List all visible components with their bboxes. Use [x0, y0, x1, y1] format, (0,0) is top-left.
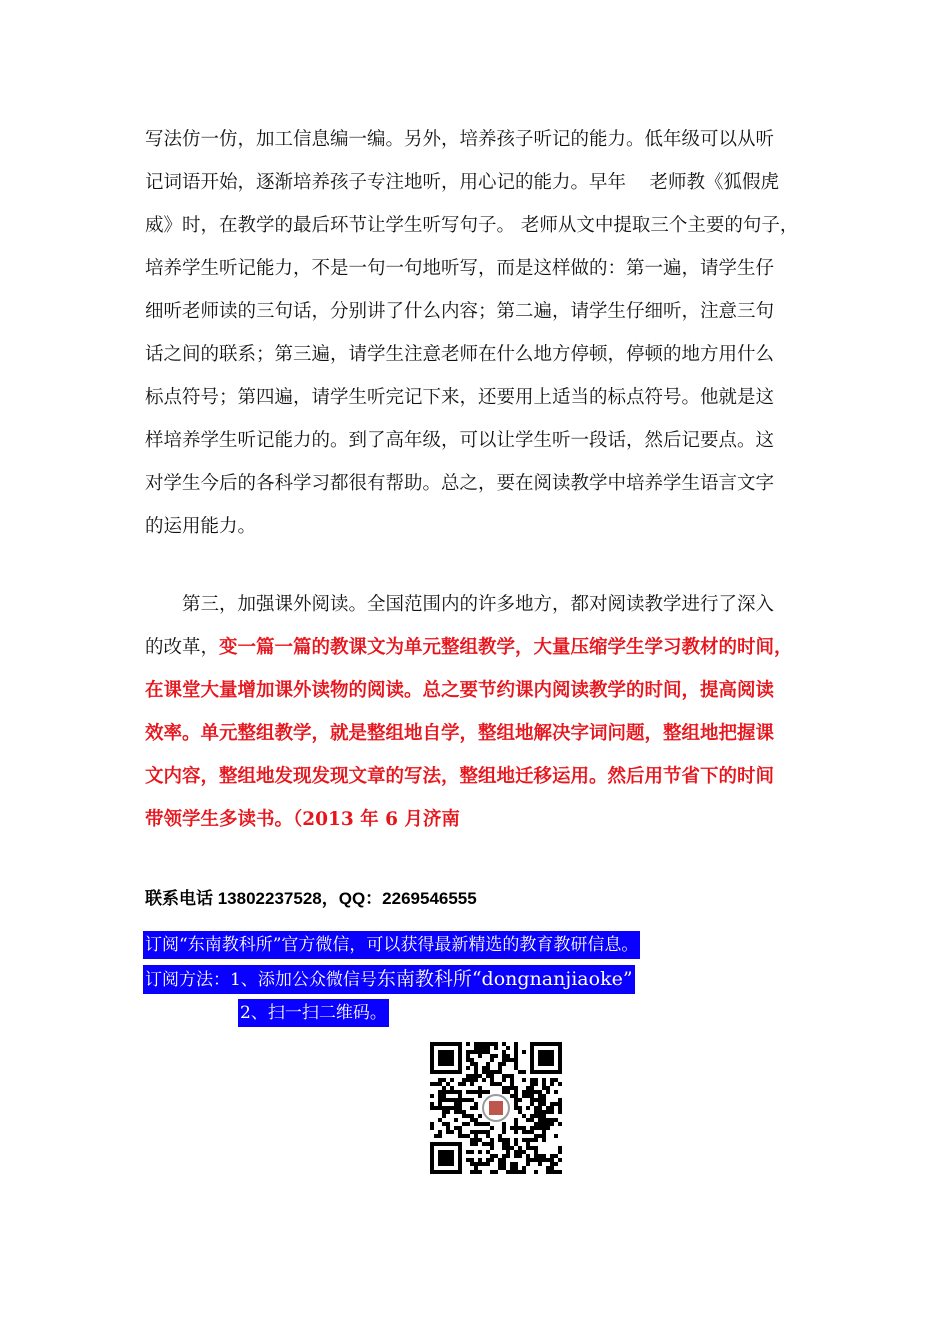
- text-line: 写法仿一仿，加工信息编一编。另外，培养孩子听记的能力。低年级可以从听: [145, 129, 775, 150]
- subscribe-line-1: 订阅“东南教科所”官方微信，可以获得最新精选的教育教研信息。: [143, 931, 640, 959]
- text-line: 样培养学生听记能力的。到了高年级，可以让学生听一段话，然后记要点。这: [145, 430, 775, 451]
- subscribe-line-2: [143, 965, 635, 994]
- qr-finder-bottom-left: [430, 1142, 462, 1174]
- text-line: 话之间的联系；第三遍，请学生注意老师在什么地方停顿，停顿的地方用什么: [145, 344, 775, 365]
- text-line: 标点符号；第四遍，请学生听完记下来，还要用上适当的标点符号。他就是这: [145, 387, 775, 408]
- text-line-mixed: [145, 626, 825, 669]
- text-line: 第三，加强课外阅读。全国范围内的许多地方，都对阅读教学进行了深入: [182, 594, 775, 615]
- emphasis-line: 效率。单元整组教学，就是整组地自学，整组地解决字词问题，整组地把握课: [145, 723, 775, 744]
- qr-code-icon: [428, 1040, 564, 1176]
- text-line: 的运用能力。: [145, 516, 257, 537]
- qr-finder-top-right: [530, 1042, 562, 1074]
- qr-code-graphic: [428, 1040, 564, 1176]
- paragraph-2: [145, 583, 825, 841]
- emphasis-text: 变一篇一篇的教课文为单元整组教学，大量压缩学生学习教材的时间，: [219, 637, 793, 658]
- text-line: 培养学生听记能力，不是一句一句地听写，而是这样做的：第一遍，请学生仔: [145, 258, 775, 279]
- qr-center-logo: [481, 1093, 511, 1123]
- plain-text: 的改革，: [145, 637, 220, 658]
- emphasis-line: 文内容，整组地发现发现文章的写法，整组地迁移运用。然后用节省下的时间: [145, 766, 775, 787]
- text-line: 细听老师读的三句话，分别讲了什么内容；第二遍，请学生仔细听，注意三句: [145, 301, 775, 322]
- contact-info: 联系电话 13802237528，QQ：2269546555: [145, 889, 477, 908]
- paragraph-1: [145, 118, 825, 548]
- subscribe-method-label: 订阅方法：1、添加公众微信号: [145, 970, 377, 990]
- text-line: 记词语开始，逐渐培养孩子专注地听，用心记的能力。早年 老师教《狐假虎: [145, 172, 780, 193]
- emphasis-line: 在课堂大量增加课外读物的阅读。总之要节约课内阅读教学的时间，提高阅读: [145, 680, 775, 701]
- qr-finder-top-left: [430, 1042, 462, 1074]
- wechat-account-name: 东南教科所“dongnanjiaoke”: [376, 968, 633, 990]
- text-line: 威》时，在教学的最后环节让学生听写句子。 老师从文中提取三个主要的句子，: [145, 215, 799, 236]
- text-line: 对学生今后的各科学习都很有帮助。总之，要在阅读教学中培养学生语言文字: [145, 473, 775, 494]
- subscribe-line-3: 2、扫一扫二维码。: [238, 999, 389, 1027]
- emphasis-line: 带领学生多读书。（2013 年 6 月济南: [145, 809, 460, 830]
